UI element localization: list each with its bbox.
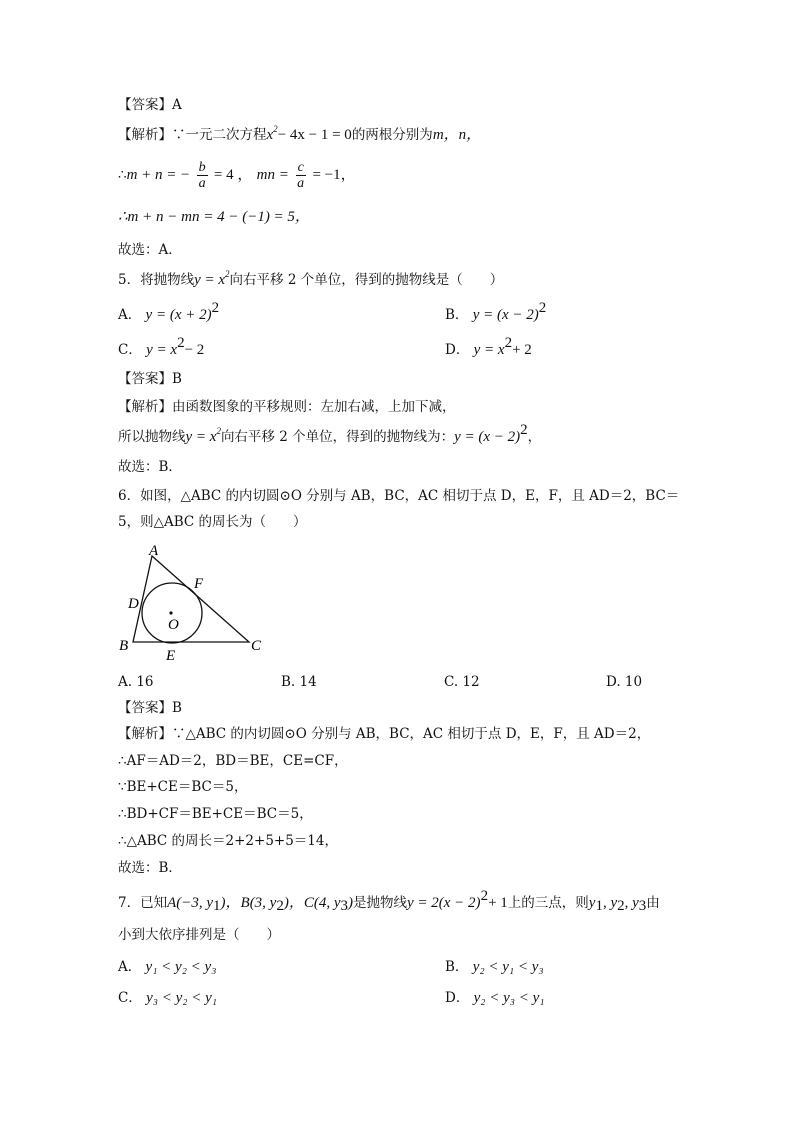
label-f: F [194,576,204,592]
q6-option-a[interactable]: A. 16 [118,674,154,690]
q6-option-d[interactable]: D. 10 [606,674,643,690]
q7-option-b[interactable]: B． y₂ < y₁ < y₃ [445,959,544,975]
q6-answer: 【答案】B [118,700,182,716]
q4-analysis-line3: ∴m + n − mn = 4 − (−1) = 5， [118,209,310,225]
q5-answer: 【答案】B [118,371,182,387]
q6-analysis-line3: ∵BE+CE＝BC＝5， [118,779,248,795]
q5-option-d[interactable]: D． $y = x^2+ 2$ [445,335,532,358]
label-c: C [251,638,262,654]
q6-choose: 故选：B． [118,860,182,876]
q6-analysis-line1: 【解析】∵△ABC 的内切圆⊙O 分别与 AB，BC，AC 相切于点 D，E，F，且 AD＝2， [118,726,651,742]
q5-analysis-line1: 【解析】由函数图象的平移规则：左加右减，上加下减， [118,399,456,415]
q6-stem-line2: 5，则△ABC 的周长为（ ） [118,514,307,530]
q5-choose: 故选：B． [118,459,182,475]
q6-analysis-line2: ∴AF＝AD＝2，BD＝BE，CE=CF， [118,753,348,769]
label-e: E [166,648,176,664]
q7-option-a[interactable]: A． y₁ < y₂ < y₃ [118,959,217,975]
q6-option-b[interactable]: B. 14 [281,674,317,690]
center-point-o [169,611,172,614]
label-a: A [149,543,159,559]
q7-option-d[interactable]: D． y₂ < y₃ < y₁ [445,990,545,1006]
q5-analysis-line2: 所以抛物线$y = x^2$向右平移 2 个单位，得到的抛物线为：$y = (x - 2)^2$， [118,422,542,445]
fraction-c-over-a: $\frac{c}{a}$ [297,160,305,191]
q5-option-a[interactable]: A． $y = (x + 2)^2$ [118,300,220,323]
q6-analysis-line5: ∴△ABC 的周长＝2+2+5+5＝14， [118,833,338,849]
q6-analysis-line4: ∴BD+CF＝BE+CE＝BC＝5， [118,806,313,822]
q4-answer: 【答案】A [118,97,182,113]
q5-stem: 5．将抛物线$y = x^2$向右平移 2 个单位，得到的抛物线是（ ） [118,269,504,288]
q5-option-c[interactable]: C． $y = x^2- 2$ [118,335,205,358]
q7-option-c[interactable]: C． y₃ < y₂ < y₁ [118,990,218,1006]
label-o: O [168,617,179,633]
q4-choose: 故选：A． [118,242,182,258]
q4-analysis-line2: ∴m + n = − $\frac{b}{a}$ = 4 ， mn = $\frac{c}{a}$ = −1， [118,160,356,191]
q6-stem-line1: 6．如图，△ABC 的内切圆⊙O 分别与 AB，BC，AC 相切于点 D，E，F，且 AD＝2，BC＝ [118,488,680,504]
analysis-label: 【解析】 [118,127,172,143]
incircle-triangle-figure [110,540,280,665]
q4-analysis-line1: 【解析】∵一元二次方程$x^2- 4x - 1 = 0$的两根分别为m，n， [118,124,482,143]
label-d: D [128,596,139,612]
fraction-b-over-a: $\frac{b}{a}$ [198,160,206,191]
q5-option-b[interactable]: B． $y = (x - 2)^2$ [445,300,547,323]
triangle-abc [133,556,249,642]
q7-stem-line1: 7．已知A(−3, $y_1$)，B(3, $y_2$)，C(4, $y_3$)是抛物线$y = 2(x - 2)^2+ 1$上的三点，则$y_1$, $y_2$, $y_3$由 [118,888,660,914]
q6-option-c[interactable]: C. 12 [444,674,480,690]
q7-stem-line2: 小到大依序排列是（ ） [118,927,280,943]
label-b: B [119,638,129,654]
